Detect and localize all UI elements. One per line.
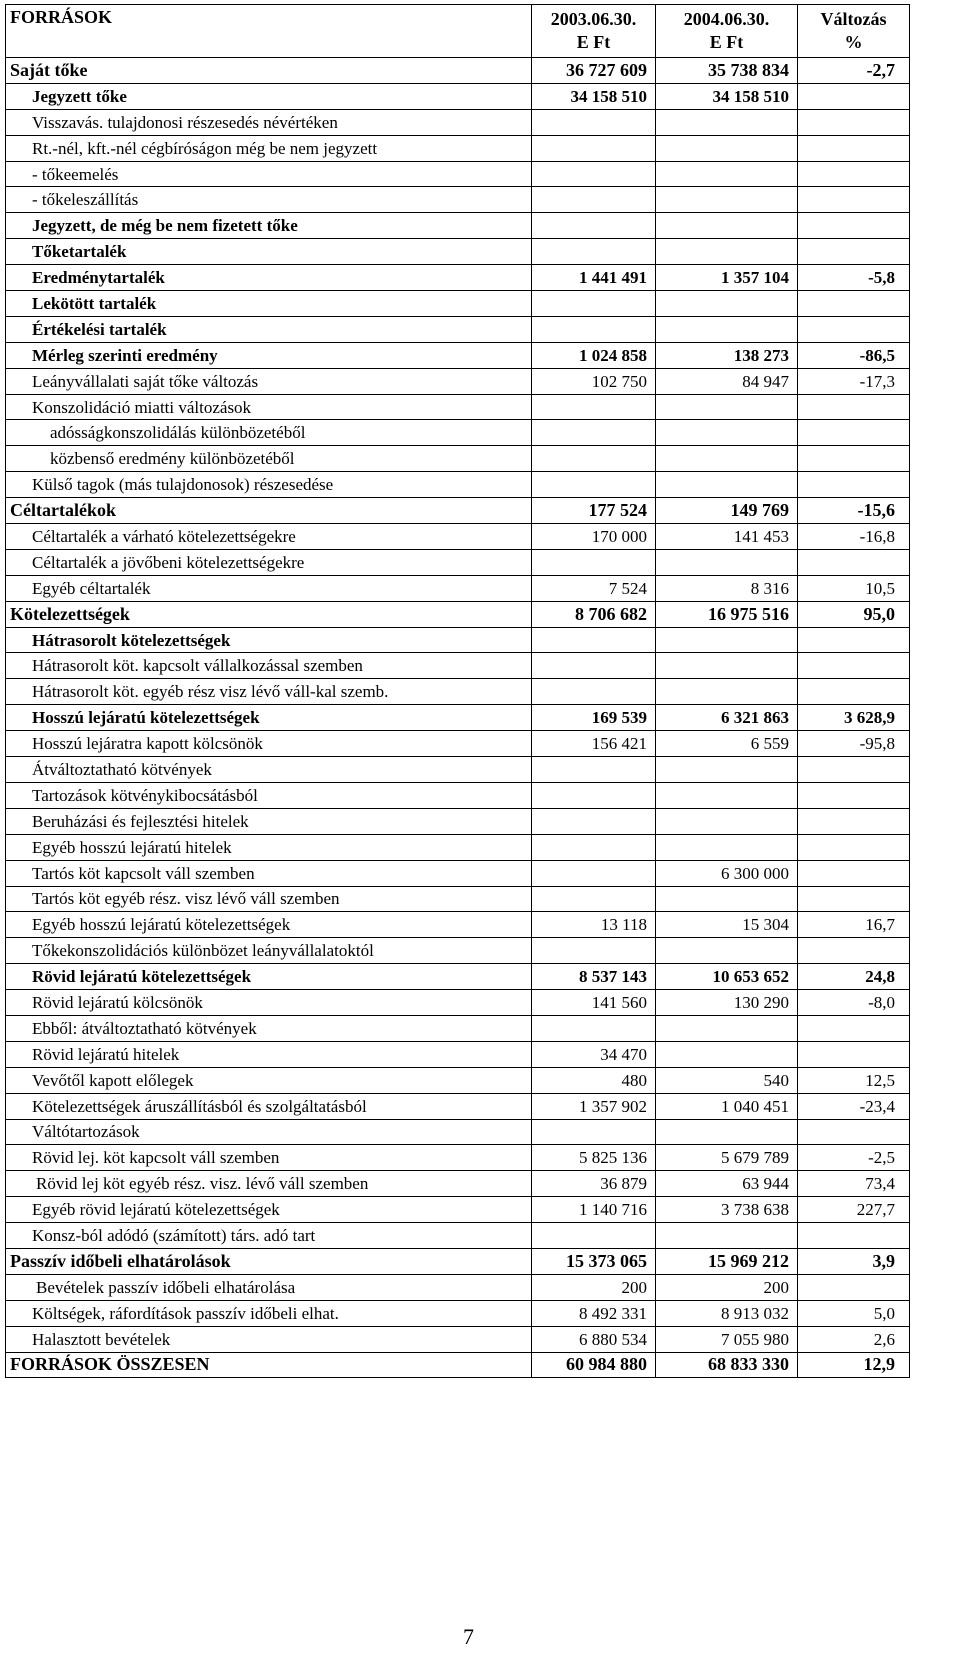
row-label: Saját tőke	[6, 58, 532, 84]
value-2003	[532, 549, 656, 575]
table-row	[6, 1119, 910, 1145]
value-2003: 480	[532, 1067, 656, 1093]
row-label: Ebből: átváltoztatható kötvények	[6, 1015, 532, 1041]
value-2003: 34 158 510	[532, 83, 656, 109]
row-label: Eredménytartalék	[6, 265, 532, 291]
header-label: FORRÁSOK	[6, 5, 532, 58]
value-2003: 1 024 858	[532, 342, 656, 368]
table-row	[6, 161, 910, 187]
value-2004	[656, 109, 798, 135]
change-percent	[798, 161, 910, 187]
value-2003: 60 984 880	[532, 1352, 656, 1378]
change-percent: 73,4	[798, 1171, 910, 1197]
change-percent: -15,6	[798, 498, 910, 524]
value-2003: 177 524	[532, 498, 656, 524]
table-row	[6, 601, 910, 627]
row-label: Külső tagok (más tulajdonosok) részesedése	[6, 472, 532, 498]
value-2004: 34 158 510	[656, 83, 798, 109]
row-label: Hátrasorolt köt. egyéb rész visz lévő váll-kal szemb.	[6, 679, 532, 705]
change-percent	[798, 1119, 910, 1145]
value-2004: 141 453	[656, 524, 798, 550]
change-percent: 95,0	[798, 601, 910, 627]
table-row	[6, 135, 910, 161]
value-2003: 169 539	[532, 705, 656, 731]
header-change-title: Változás	[820, 9, 887, 29]
row-label: Lekötött tartalék	[6, 291, 532, 317]
row-label: Egyéb hosszú lejáratú kötelezettségek	[6, 912, 532, 938]
value-2003: 5 825 136	[532, 1145, 656, 1171]
change-percent: -17,3	[798, 368, 910, 394]
value-2004	[656, 1015, 798, 1041]
table-row	[6, 239, 910, 265]
change-percent	[798, 938, 910, 964]
value-2004	[656, 886, 798, 912]
change-percent	[798, 394, 910, 420]
value-2003	[532, 472, 656, 498]
value-2004: 1 040 451	[656, 1093, 798, 1119]
value-2004: 63 944	[656, 1171, 798, 1197]
value-2003	[532, 239, 656, 265]
value-2004	[656, 627, 798, 653]
value-2003	[532, 808, 656, 834]
table-row	[6, 834, 910, 860]
value-2004	[656, 1041, 798, 1067]
value-2003: 8 492 331	[532, 1300, 656, 1326]
row-label: Visszavás. tulajdonosi részesedés névértéken	[6, 109, 532, 135]
table-row	[6, 912, 910, 938]
value-2003	[532, 213, 656, 239]
row-label: Tartós köt egyéb rész. visz lévő váll szemben	[6, 886, 532, 912]
row-label: Kötelezettségek áruszállításból és szolgáltatásból	[6, 1093, 532, 1119]
change-percent: -16,8	[798, 524, 910, 550]
value-2003	[532, 860, 656, 886]
table-row	[6, 316, 910, 342]
header-2003	[532, 5, 656, 58]
row-label: Jegyzett tőke	[6, 83, 532, 109]
value-2004: 6 321 863	[656, 705, 798, 731]
sources-table	[5, 4, 910, 1378]
value-2003: 36 727 609	[532, 58, 656, 84]
row-label: Tartós köt kapcsolt váll szemben	[6, 860, 532, 886]
table-row	[6, 575, 910, 601]
table-row	[6, 1300, 910, 1326]
table-row	[6, 627, 910, 653]
row-label: FORRÁSOK ÖSSZESEN	[6, 1352, 532, 1378]
header-2004-date: 2004.06.30.	[683, 9, 770, 29]
row-label: Rövid lejáratú kötelezettségek	[6, 964, 532, 990]
table-row	[6, 420, 910, 446]
value-2004: 6 559	[656, 731, 798, 757]
value-2004	[656, 757, 798, 783]
value-2004: 8 913 032	[656, 1300, 798, 1326]
row-label: Tőketartalék	[6, 239, 532, 265]
change-percent	[798, 239, 910, 265]
change-percent	[798, 213, 910, 239]
value-2004: 7 055 980	[656, 1326, 798, 1352]
table-row	[6, 1145, 910, 1171]
row-label: Konsz-ból adódó (számított) társ. adó tart	[6, 1223, 532, 1249]
row-label: Hosszú lejáratú kötelezettségek	[6, 705, 532, 731]
change-percent	[798, 1223, 910, 1249]
value-2003: 141 560	[532, 990, 656, 1016]
change-percent	[798, 757, 910, 783]
table-row	[6, 58, 910, 84]
row-label: Hátrasorolt köt. kapcsolt vállalkozással szemben	[6, 653, 532, 679]
value-2003	[532, 446, 656, 472]
row-label: Rövid lejáratú hitelek	[6, 1041, 532, 1067]
table-row	[6, 1041, 910, 1067]
value-2003: 6 880 534	[532, 1326, 656, 1352]
value-2003	[532, 420, 656, 446]
row-label: Átváltoztatható kötvények	[6, 757, 532, 783]
change-percent: 12,9	[798, 1352, 910, 1378]
table-row	[6, 679, 910, 705]
row-label: Tartozások kötvénykibocsátásból	[6, 782, 532, 808]
row-label: Rövid lejáratú kölcsönök	[6, 990, 532, 1016]
value-2003: 36 879	[532, 1171, 656, 1197]
value-2004	[656, 1223, 798, 1249]
row-label: Céltartalékok	[6, 498, 532, 524]
value-2004: 15 304	[656, 912, 798, 938]
row-label: Jegyzett, de még be nem fizetett tőke	[6, 213, 532, 239]
value-2004: 6 300 000	[656, 860, 798, 886]
table-row	[6, 1197, 910, 1223]
row-label: - tőkeemelés	[6, 161, 532, 187]
value-2003	[532, 653, 656, 679]
table-row	[6, 1067, 910, 1093]
change-percent: 5,0	[798, 1300, 910, 1326]
row-label: Beruházási és fejlesztési hitelek	[6, 808, 532, 834]
table-row	[6, 1274, 910, 1300]
table-row	[6, 472, 910, 498]
change-percent	[798, 886, 910, 912]
row-label: Költségek, ráfordítások passzív időbeli elhat.	[6, 1300, 532, 1326]
value-2004	[656, 1119, 798, 1145]
table-row	[6, 1093, 910, 1119]
row-label: Leányvállalati saját tőke változás	[6, 368, 532, 394]
table-row	[6, 291, 910, 317]
table-row	[6, 342, 910, 368]
value-2003	[532, 627, 656, 653]
value-2004	[656, 291, 798, 317]
value-2003: 34 470	[532, 1041, 656, 1067]
change-percent	[798, 1015, 910, 1041]
value-2003	[532, 886, 656, 912]
table-row	[6, 524, 910, 550]
value-2004: 15 969 212	[656, 1248, 798, 1274]
value-2003	[532, 1223, 656, 1249]
value-2003	[532, 1015, 656, 1041]
value-2004: 130 290	[656, 990, 798, 1016]
row-label: közbenső eredmény különbözetéből	[6, 446, 532, 472]
value-2004	[656, 679, 798, 705]
value-2004: 68 833 330	[656, 1352, 798, 1378]
value-2003: 156 421	[532, 731, 656, 757]
table-row	[6, 83, 910, 109]
value-2004	[656, 653, 798, 679]
value-2004	[656, 782, 798, 808]
value-2003: 1 357 902	[532, 1093, 656, 1119]
header-2003-date: 2003.06.30.	[550, 9, 637, 29]
change-percent: -8,0	[798, 990, 910, 1016]
change-percent: 24,8	[798, 964, 910, 990]
header-2004-unit: E Ft	[709, 32, 744, 52]
change-percent: -95,8	[798, 731, 910, 757]
value-2004: 8 316	[656, 575, 798, 601]
value-2003	[532, 1119, 656, 1145]
change-percent: 10,5	[798, 575, 910, 601]
value-2004	[656, 161, 798, 187]
change-percent	[798, 808, 910, 834]
value-2004	[656, 549, 798, 575]
table-row	[6, 938, 910, 964]
header-change	[798, 5, 910, 58]
table-row	[6, 1352, 910, 1378]
table-row	[6, 860, 910, 886]
header-change-unit: %	[844, 32, 863, 52]
change-percent: -86,5	[798, 342, 910, 368]
value-2004: 5 679 789	[656, 1145, 798, 1171]
change-percent	[798, 446, 910, 472]
change-percent: 2,6	[798, 1326, 910, 1352]
value-2004	[656, 938, 798, 964]
value-2003	[532, 834, 656, 860]
value-2004: 200	[656, 1274, 798, 1300]
table-row	[6, 808, 910, 834]
value-2004	[656, 213, 798, 239]
value-2003: 15 373 065	[532, 1248, 656, 1274]
value-2003	[532, 679, 656, 705]
row-label: Rt.-nél, kft.-nél cégbíróságon még be nem jegyzett	[6, 135, 532, 161]
table-row	[6, 653, 910, 679]
value-2004: 149 769	[656, 498, 798, 524]
value-2003	[532, 394, 656, 420]
change-percent: -5,8	[798, 265, 910, 291]
row-label: Halasztott bevételek	[6, 1326, 532, 1352]
value-2004	[656, 446, 798, 472]
row-label: Váltótartozások	[6, 1119, 532, 1145]
row-label: Tőkekonszolidációs különbözet leányvállalatoktól	[6, 938, 532, 964]
row-label: Vevőtől kapott előlegek	[6, 1067, 532, 1093]
row-label: Rövid lej köt egyéb rész. visz. lévő váll szemben	[6, 1171, 532, 1197]
value-2004	[656, 808, 798, 834]
change-percent	[798, 83, 910, 109]
table-header-row	[6, 5, 910, 58]
table-row	[6, 886, 910, 912]
value-2004	[656, 239, 798, 265]
header-2003-unit: E Ft	[576, 32, 611, 52]
value-2003	[532, 291, 656, 317]
table-row	[6, 498, 910, 524]
table-row	[6, 1223, 910, 1249]
value-2003	[532, 135, 656, 161]
table-row	[6, 1326, 910, 1352]
change-percent	[798, 627, 910, 653]
table-row	[6, 549, 910, 575]
row-label: Mérleg szerinti eredmény	[6, 342, 532, 368]
change-percent	[798, 549, 910, 575]
row-label: Egyéb rövid lejáratú kötelezettségek	[6, 1197, 532, 1223]
table-row	[6, 964, 910, 990]
value-2004: 3 738 638	[656, 1197, 798, 1223]
header-2004	[656, 5, 798, 58]
change-percent	[798, 109, 910, 135]
value-2004	[656, 187, 798, 213]
change-percent	[798, 834, 910, 860]
value-2004	[656, 472, 798, 498]
value-2003: 102 750	[532, 368, 656, 394]
value-2003	[532, 109, 656, 135]
change-percent: 12,5	[798, 1067, 910, 1093]
change-percent	[798, 316, 910, 342]
value-2004	[656, 394, 798, 420]
value-2004: 540	[656, 1067, 798, 1093]
table-row	[6, 446, 910, 472]
change-percent	[798, 1274, 910, 1300]
value-2004	[656, 420, 798, 446]
change-percent	[798, 472, 910, 498]
value-2003	[532, 187, 656, 213]
table-row	[6, 705, 910, 731]
value-2003	[532, 757, 656, 783]
value-2003: 13 118	[532, 912, 656, 938]
value-2003: 170 000	[532, 524, 656, 550]
change-percent: -23,4	[798, 1093, 910, 1119]
change-percent	[798, 653, 910, 679]
value-2003	[532, 782, 656, 808]
row-label: Konszolidáció miatti változások	[6, 394, 532, 420]
change-percent: -2,7	[798, 58, 910, 84]
value-2003	[532, 316, 656, 342]
change-percent: 3,9	[798, 1248, 910, 1274]
change-percent	[798, 1041, 910, 1067]
row-label: Rövid lej. köt kapcsolt váll szemben	[6, 1145, 532, 1171]
row-label: Értékelési tartalék	[6, 316, 532, 342]
value-2004: 35 738 834	[656, 58, 798, 84]
value-2004	[656, 316, 798, 342]
value-2004: 10 653 652	[656, 964, 798, 990]
row-label: Bevételek passzív időbeli elhatárolása	[6, 1274, 532, 1300]
table-row	[6, 187, 910, 213]
change-percent: 227,7	[798, 1197, 910, 1223]
table-row	[6, 1171, 910, 1197]
change-percent: 16,7	[798, 912, 910, 938]
table-row	[6, 782, 910, 808]
table-row	[6, 1015, 910, 1041]
change-percent	[798, 420, 910, 446]
change-percent	[798, 782, 910, 808]
row-label: Hosszú lejáratra kapott kölcsönök	[6, 731, 532, 757]
value-2003: 8 706 682	[532, 601, 656, 627]
value-2003: 200	[532, 1274, 656, 1300]
table-row	[6, 265, 910, 291]
table-row	[6, 731, 910, 757]
row-label: Céltartalék a várható kötelezettségekre	[6, 524, 532, 550]
change-percent	[798, 860, 910, 886]
change-percent	[798, 135, 910, 161]
page-number: 7	[463, 1624, 474, 1649]
value-2004: 16 975 516	[656, 601, 798, 627]
table-row	[6, 394, 910, 420]
table-row	[6, 1248, 910, 1274]
change-percent	[798, 187, 910, 213]
table-row	[6, 990, 910, 1016]
row-label: Egyéb hosszú lejáratú hitelek	[6, 834, 532, 860]
value-2004: 84 947	[656, 368, 798, 394]
value-2004	[656, 135, 798, 161]
row-label: Hátrasorolt kötelezettségek	[6, 627, 532, 653]
change-percent	[798, 291, 910, 317]
row-label: Egyéb céltartalék	[6, 575, 532, 601]
row-label: Kötelezettségek	[6, 601, 532, 627]
value-2004	[656, 834, 798, 860]
change-percent: -2,5	[798, 1145, 910, 1171]
table-row	[6, 368, 910, 394]
value-2003: 1 441 491	[532, 265, 656, 291]
value-2004: 1 357 104	[656, 265, 798, 291]
value-2004: 138 273	[656, 342, 798, 368]
table-row	[6, 213, 910, 239]
table-row	[6, 757, 910, 783]
row-label: Passzív időbeli elhatárolások	[6, 1248, 532, 1274]
row-label: Céltartalék a jövőbeni kötelezettségekre	[6, 549, 532, 575]
change-percent: 3 628,9	[798, 705, 910, 731]
value-2003	[532, 161, 656, 187]
value-2003: 7 524	[532, 575, 656, 601]
row-label: adósságkonszolidálás különbözetéből	[6, 420, 532, 446]
value-2003: 1 140 716	[532, 1197, 656, 1223]
value-2003	[532, 938, 656, 964]
row-label: - tőkeleszállítás	[6, 187, 532, 213]
value-2003: 8 537 143	[532, 964, 656, 990]
table-row	[6, 109, 910, 135]
change-percent	[798, 679, 910, 705]
